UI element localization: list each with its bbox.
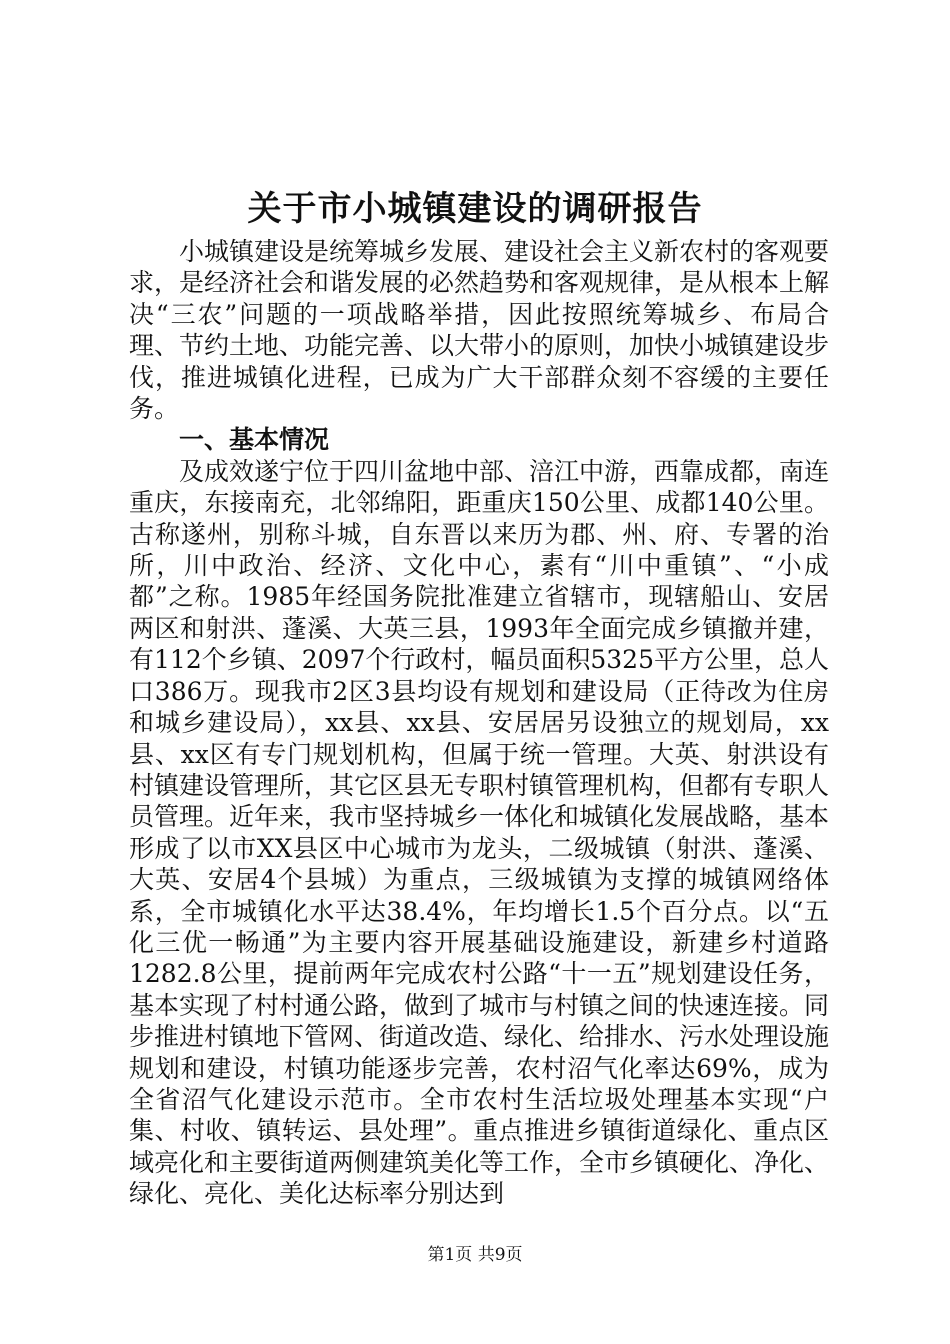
page-number-footer: 第1页 共9页: [427, 1245, 523, 1265]
document-body: [129, 236, 829, 1210]
intro-paragraph: 小城镇建设是统筹城乡发展、建设社会主义新农村的客观要求，是经济社会和谐发展的必然趋势和客观规律，是从根本上解决“三农”问题的一项战略举措，因此按照统筹城乡、布局合理、节约土地、功能完善、以大带小的原则，加快小城镇建设步伐，推进城镇化进程，已成为广大干部群众刻不容缓的主要任务。: [129, 237, 830, 424]
document-title: 关于市小城镇建设的调研报告: [247, 189, 703, 229]
basic-situation-paragraph: 及成效遂宁位于四川盆地中部、涪江中游，西靠成都，南连重庆，东接南充，北邻绵阳，距重庆150公里、成都140公里。古称遂州，别称斗城，自东晋以来历为郡、州、府、专署的治所，川中政治、经济、文化中心，素有“川中重镇”、“小成都”之称。1985年经国务院批准建立省辖市，现辖船山、安居两区和射洪、蓬溪、大英三县，1993年全面完成乡镇撤并建，有112个乡镇、2097个行政村，幅员面积5325平方公里，总人口386万。现我市2区3县均设有规划和建设局（正待改为住房和城乡建设局），xx县、xx县、安居居另设独立的规划局，xx县、xx区有专门规划机构，但属于统一管理。大英、射洪设有村镇建设管理所，其它区县无专职村镇管理机构，但都有专职人员管理。近年来，我市坚持城乡一体化和城镇化发展战略，基本形成了以市XX县区中心城市为龙头，二级城镇（射洪、蓬溪、大英、安居4个县城）为重点，三级城镇为支撑的城镇网络体系，全市城镇化水平达38.4%，年均增长1.5个百分点。以“五化三优一畅通”为主要内容开展基础设施建设，新建乡村道路1282.8公里，提前两年完成农村公路“十一五”规划建设任务，基本实现了村村通公路，做到了城市与村镇之间的快速连接。同步推进村镇地下管网、街道改造、绿化、给排水、污水处理设施规划和建设，村镇功能逐步完善，农村沼气化率达69%，成为全省沼气化建设示范市。全市农村生活垃圾处理基本实现“户集、村收、镇转运、县处理”。重点推进乡镇街道绿化、重点区域亮化和主要街道两侧建筑美化等工作，全市乡镇硬化、净化、绿化、亮化、美化达标率分别达到: [129, 456, 830, 1209]
section-heading-basic-situation: 一、基本情况: [179, 425, 330, 455]
